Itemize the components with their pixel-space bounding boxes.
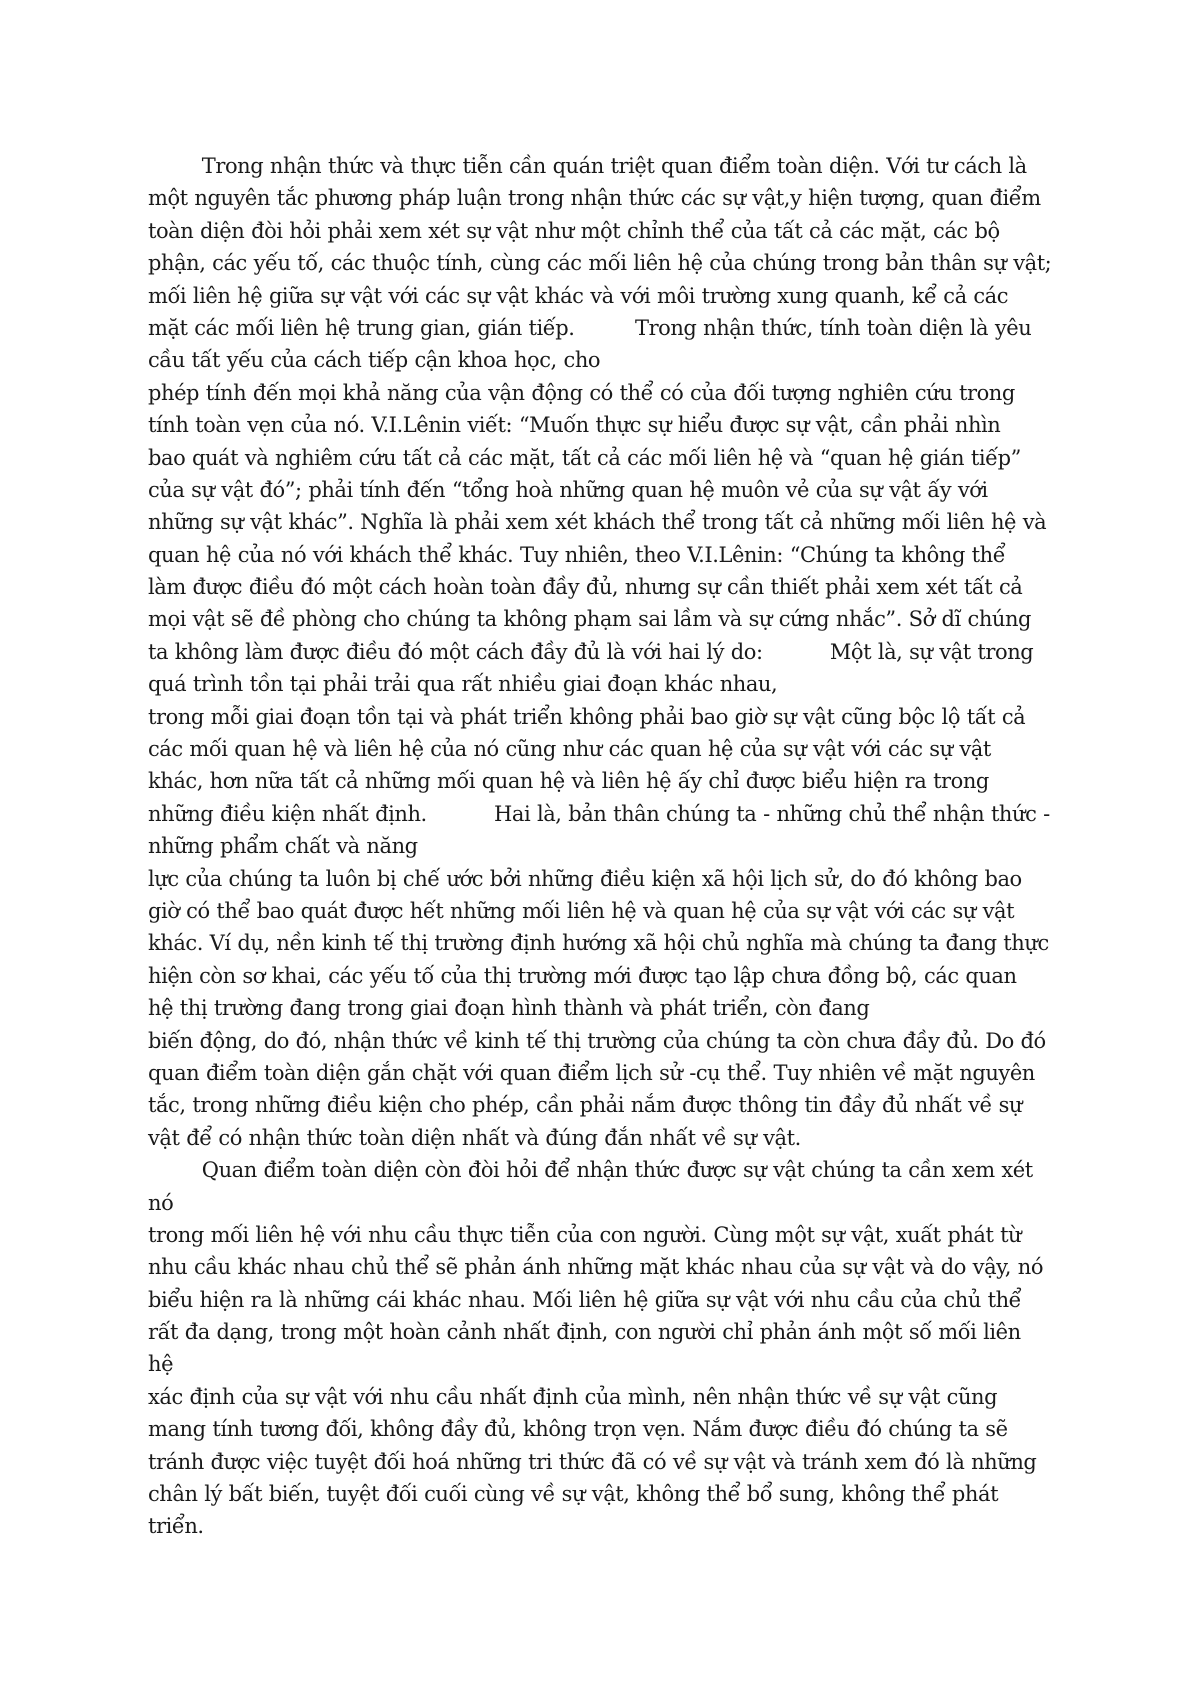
text-line: tính toàn vẹn của nó. V.I.Lênin viết: “Muốn thực sự hiểu được sự vật, cần phải nhìn [148,413,1001,438]
text-line: lực của chúng ta luôn bị chế ước bởi những điều kiện xã hội lịch sử, do đó không bao [148,866,1022,891]
text-line: vật để có nhận thức toàn diện nhất và đúng đắn nhất về sự vật. [148,1125,801,1150]
text-line: tránh được việc tuyệt đối hoá những tri thức đã có về sự vật và tránh xem đó là những [148,1449,1037,1474]
text-line: cầu tất yếu của cách tiếp cận khoa học, cho [148,348,601,373]
text-line: trong mối liên hệ với nhu cầu thực tiễn của con người. Cùng một sự vật, xuất phát từ [148,1222,1022,1247]
text-line: những phẩm chất và năng [148,834,418,859]
text-line: các mối quan hệ và liên hệ của nó cũng như các quan hệ của sự vật với các sự vật [148,737,991,762]
text-line: tắc, trong những điều kiện cho phép, cần phải nắm được thông tin đầy đủ nhất về sự [148,1093,1023,1118]
text-line: khác. Ví dụ, nền kinh tế thị trường định hướng xã hội chủ nghĩa mà chúng ta đang thực [148,931,1049,956]
text-line: phận, các yếu tố, các thuộc tính, cùng các mối liên hệ của chúng trong bản thân sự vật; [148,251,1052,276]
text-line: nhu cầu khác nhau chủ thể sẽ phản ánh những mặt khác nhau của sự vật và do vậy, nó [148,1255,1044,1280]
text-line: nó [148,1190,174,1215]
text-line: Quan điểm toàn diện còn đòi hỏi để nhận thức được sự vật chúng ta cần xem xét [148,1158,1033,1183]
text-line: những sự vật khác”. Nghĩa là phải xem xét khách thể trong tất cả những mối liên hệ và [148,510,1047,535]
text-line: quá trình tồn tại phải trải qua rất nhiều giai đoạn khác nhau, [148,672,778,697]
text-line: hệ [148,1352,174,1377]
text-line: mọi vật sẽ đề phòng cho chúng ta không phạm sai lầm và sự cứng nhắc”. Sở dĩ chúng [148,607,1032,632]
text-line: giờ có thể bao quát được hết những mối liên hệ và quan hệ của sự vật với các sự vật [148,898,1015,923]
text-line: rất đa dạng, trong một hoàn cảnh nhất định, con người chỉ phản ánh một số mối liên [148,1320,1021,1345]
text-line: làm được điều đó một cách hoàn toàn đầy đủ, nhưng sự cần thiết phải xem xét tất cả [148,575,1023,600]
text-line: mối liên hệ giữa sự vật với các sự vật khác và với môi trường xung quanh, kể cả các [148,283,1009,308]
text-line: quan hệ của nó với khách thể khác. Tuy nhiên, theo V.I.Lênin: “Chúng ta không thể [148,542,1006,567]
text-line: phép tính đến mọi khả năng của vận động có thể có của đối tượng nghiên cứu trong [148,380,1015,405]
text-line: trong mỗi giai đoạn tồn tại và phát triển không phải bao giờ sự vật cũng bộc lộ tất cả [148,704,1026,729]
text-line: hệ thị trường đang trong giai đoạn hình thành và phát triển, còn đang [148,996,870,1021]
document-body [148,150,1068,1543]
text-line: mặt các mối liên hệ trung gian, gián tiếp. Trong nhận thức, tính toàn diện là yêu [148,315,1032,340]
text-line: xác định của sự vật với nhu cầu nhất định của mình, nên nhận thức về sự vật cũng [148,1384,998,1409]
text-line: khác, hơn nữa tất cả những mối quan hệ và liên hệ ấy chỉ được biểu hiện ra trong [148,769,989,794]
text-line: những điều kiện nhất định. Hai là, bản thân chúng ta - những chủ thể nhận thức - [148,801,1050,826]
text-line: một nguyên tắc phương pháp luận trong nhận thức các sự vật,y hiện tượng, quan điểm [148,186,1041,211]
text-line: toàn diện đòi hỏi phải xem xét sự vật như một chỉnh thể của tất cả các mặt, các bộ [148,218,1000,243]
text-line: Trong nhận thức và thực tiễn cần quán triệt quan điểm toàn diện. Với tư cách là [148,154,1027,178]
text-line: ta không làm được điều đó một cách đầy đủ là với hai lý do: Một là, sự vật trong [148,639,1034,664]
text-line: triển. [148,1514,204,1539]
text-line: quan điểm toàn diện gắn chặt với quan điểm lịch sử -cụ thể. Tuy nhiên về mặt nguyên [148,1060,1035,1085]
text-line: bao quát và nghiêm cứu tất cả các mặt, tất cả các mối liên hệ và “quan hệ gián tiếp” [148,445,1021,470]
text-line: biến động, do đó, nhận thức về kinh tế thị trường của chúng ta còn chưa đầy đủ. Do đó [148,1028,1046,1053]
text-line: của sự vật đó”; phải tính đến “tổng hoà những quan hệ muôn vẻ của sự vật ấy với [148,477,988,502]
text-line: chân lý bất biến, tuyệt đối cuối cùng về sự vật, không thể bổ sung, không thể phát [148,1482,999,1507]
text-line: mang tính tương đối, không đầy đủ, không trọn vẹn. Nắm được điều đó chúng ta sẽ [148,1417,1008,1442]
text-line: biểu hiện ra là những cái khác nhau. Mối liên hệ giữa sự vật với nhu cầu của chủ thể [148,1287,1022,1312]
text-line: hiện còn sơ khai, các yếu tố của thị trường mới được tạo lập chưa đồng bộ, các quan [148,963,1017,988]
